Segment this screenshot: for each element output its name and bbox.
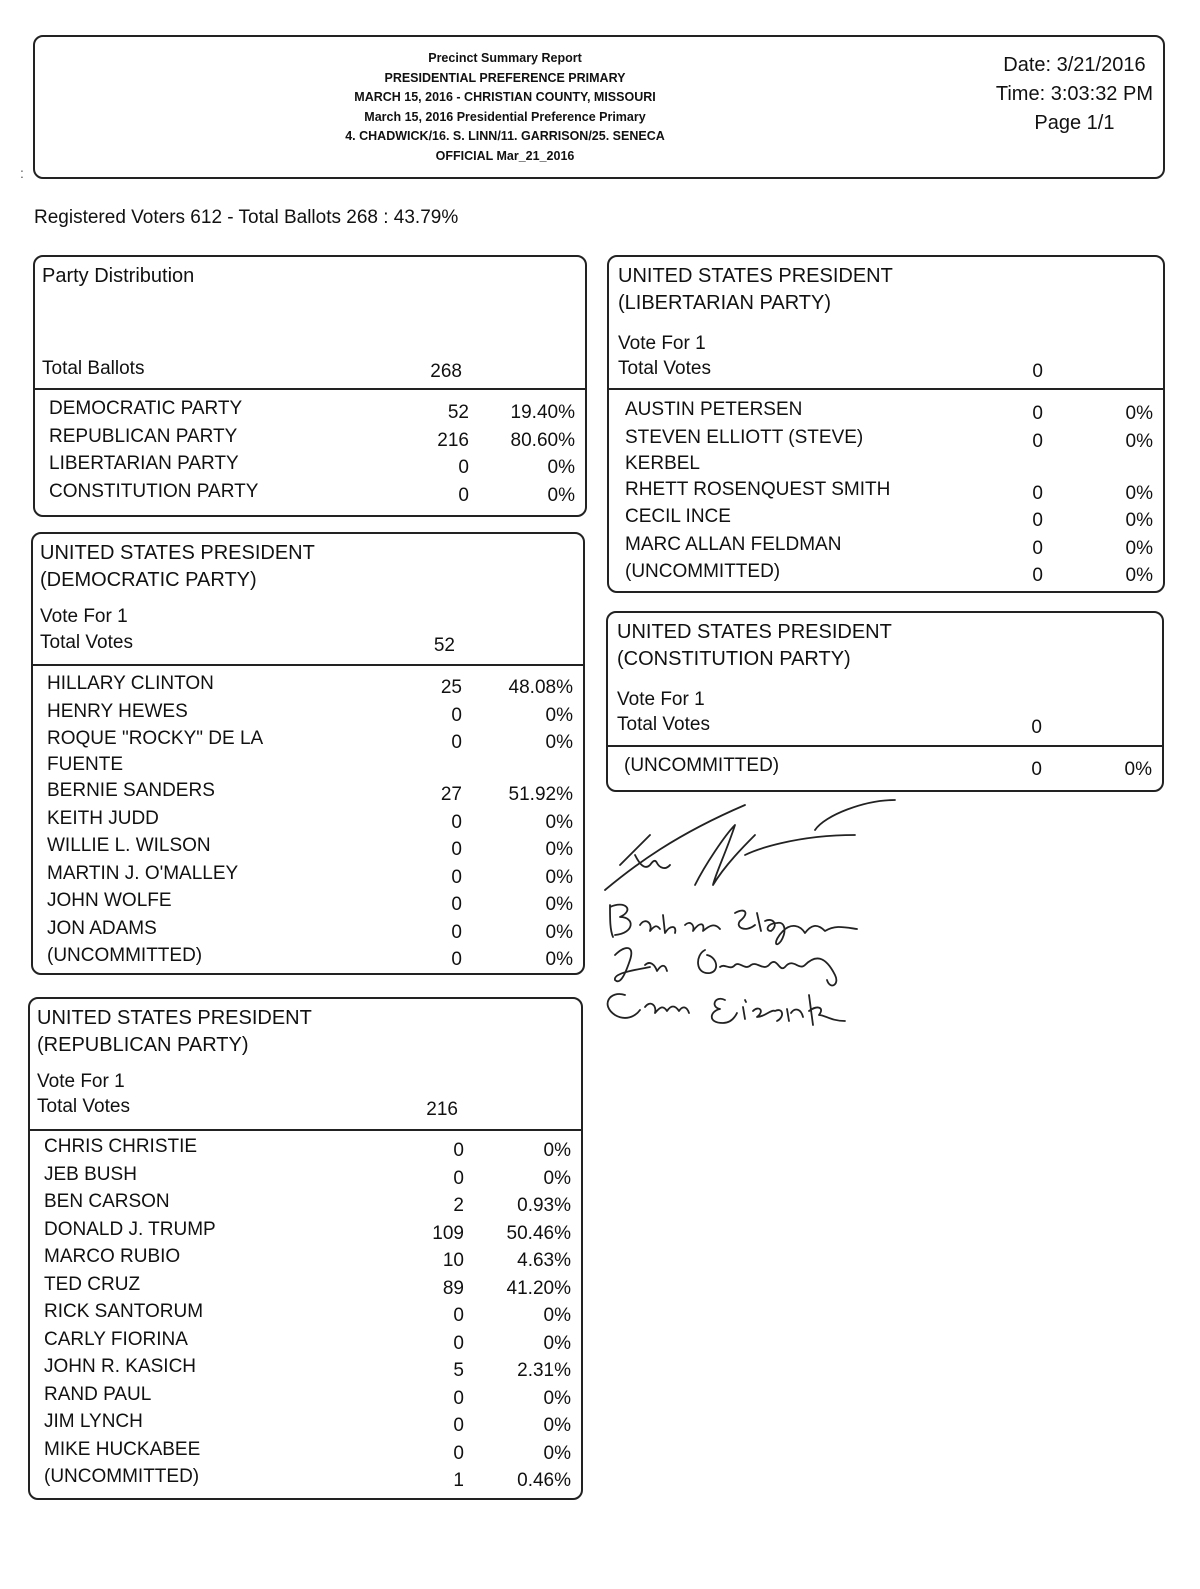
- republican-rows: [44, 1136, 571, 1494]
- vote-count: 0: [453, 1442, 464, 1464]
- candidate-name-line: (UNCOMMITTED): [625, 561, 781, 582]
- vote-count: 0: [458, 457, 469, 478]
- result-row: [44, 1191, 571, 1219]
- candidate-name-line: HENRY HEWES: [47, 700, 188, 722]
- report-title-line: Precinct Summary Report: [428, 51, 582, 65]
- total-label: Total Ballots: [42, 358, 145, 379]
- candidate-name: [44, 1164, 137, 1186]
- vote-count: 216: [437, 429, 469, 451]
- vote-percent: 0%: [543, 1387, 571, 1409]
- candidate-name-line: RHETT ROSENQUEST SMITH: [625, 478, 891, 500]
- vote-percent: 0%: [545, 732, 573, 753]
- candidate-name-line: MARTIN J. O'MALLEY: [47, 862, 239, 884]
- libertarian-box: [607, 255, 1165, 593]
- vote-percent: 0%: [1124, 759, 1152, 780]
- candidate-name-line: (UNCOMMITTED): [624, 755, 780, 776]
- candidate-name-line: JIM LYNCH: [44, 1411, 143, 1432]
- total-label: Total Votes: [618, 358, 711, 379]
- vote-count: 0: [451, 949, 462, 970]
- vote-for: Vote For 1: [618, 333, 706, 354]
- vote-count: 0: [453, 1387, 464, 1409]
- vote-for: Vote For 1: [617, 689, 705, 710]
- constitution-rows: [624, 755, 1152, 783]
- candidate-name: [625, 506, 731, 528]
- candidate-name: [44, 1246, 180, 1268]
- result-row: [49, 398, 575, 426]
- signature-stroke: [605, 805, 745, 890]
- vote-percent: 0.46%: [517, 1470, 571, 1491]
- result-row: [49, 453, 575, 481]
- candidate-name-line: AUSTIN PETERSEN: [625, 399, 803, 420]
- candidate-name-line: HILLARY CLINTON: [47, 673, 214, 694]
- box-title-line: (REPUBLICAN PARTY): [37, 1034, 249, 1056]
- result-row: [44, 1466, 571, 1494]
- result-row: [47, 918, 573, 946]
- candidate-name: [625, 479, 890, 501]
- democratic-box: [31, 532, 585, 975]
- vote-percent: 0%: [545, 839, 573, 860]
- report-title-line: OFFICIAL Mar_21_2016: [435, 148, 575, 163]
- total-value: 216: [426, 1099, 458, 1120]
- report-title-line: PRESIDENTIAL PREFERENCE PRIMARY: [384, 70, 626, 85]
- candidate-name: [44, 1356, 196, 1378]
- box-title: [40, 540, 315, 594]
- candidate-name-line: STEVEN ELLIOTT (STEVE): [625, 426, 864, 448]
- signature-stroke: [698, 950, 836, 985]
- vote-percent: 48.08%: [508, 677, 573, 698]
- vote-percent: 0%: [1125, 430, 1153, 452]
- vote-count: 27: [440, 784, 462, 805]
- vote-count: 0: [1032, 537, 1043, 559]
- result-row: [44, 1439, 571, 1467]
- signature-stroke: [712, 995, 845, 1025]
- total-value: 268: [430, 361, 462, 382]
- scan-mark: :: [20, 165, 24, 181]
- vote-count: 0: [451, 894, 462, 915]
- candidate-name-line: BEN CARSON: [44, 1191, 170, 1212]
- candidate-name: [47, 808, 159, 830]
- candidate-name-line: CONSTITUTION PARTY: [49, 480, 259, 502]
- vote-count: 0: [1032, 430, 1043, 452]
- candidate-name: [625, 561, 780, 583]
- box-title: [618, 263, 893, 317]
- candidate-name: [49, 398, 242, 420]
- vote-count: 0: [451, 811, 462, 833]
- box-title-line: (DEMOCRATIC PARTY): [40, 569, 257, 591]
- candidate-name: [47, 673, 214, 695]
- report-date: Date: 3/21/2016: [1003, 54, 1146, 76]
- divider: [609, 388, 1163, 390]
- box-title: Party Distribution: [42, 265, 195, 287]
- candidate-name: [625, 534, 841, 556]
- candidate-name-line: RAND PAUL: [44, 1383, 152, 1405]
- vote-percent: 0%: [1125, 510, 1153, 531]
- result-row: [625, 479, 1153, 507]
- result-row: [47, 673, 573, 701]
- vote-percent: 0%: [547, 484, 575, 506]
- vote-count: 0: [1032, 565, 1043, 586]
- candidate-name: [47, 890, 172, 912]
- candidate-name-line: KERBEL: [625, 452, 700, 474]
- result-row: [44, 1329, 571, 1357]
- candidate-name: [47, 835, 211, 857]
- vote-percent: 19.40%: [510, 402, 575, 423]
- total-label: Total Votes: [37, 1096, 130, 1117]
- vote-percent: 4.63%: [517, 1250, 571, 1271]
- result-row: [47, 835, 573, 863]
- signatures-image: [595, 795, 905, 1045]
- box-title-line: (CONSTITUTION PARTY): [617, 648, 851, 670]
- candidate-name-line: BERNIE SANDERS: [47, 780, 215, 801]
- box-title-line: (LIBERTARIAN PARTY): [618, 292, 832, 314]
- registered-voters-line: Registered Voters 612 - Total Ballots 268 : 43.79%: [34, 207, 459, 228]
- result-row: [625, 399, 1153, 427]
- result-row: [49, 426, 575, 454]
- candidate-name: [44, 1384, 151, 1406]
- vote-percent: 2.31%: [517, 1360, 571, 1381]
- candidate-name-line: LIBERTARIAN PARTY: [49, 453, 239, 474]
- divider: [35, 388, 585, 390]
- candidate-name-line: DONALD J. TRUMP: [44, 1218, 216, 1240]
- total-value: 0: [1032, 361, 1043, 382]
- candidate-name-line: FUENTE: [47, 754, 123, 775]
- vote-count: 0: [451, 732, 462, 753]
- box-title-line: UNITED STATES PRESIDENT: [40, 542, 315, 564]
- result-row: [44, 1274, 571, 1302]
- candidate-name: [44, 1301, 203, 1323]
- total-value: 52: [433, 635, 455, 656]
- result-row: [44, 1136, 571, 1164]
- result-row: [44, 1356, 571, 1384]
- republican-box: [28, 997, 583, 1500]
- result-row: [625, 506, 1153, 534]
- result-row: [44, 1164, 571, 1192]
- candidate-name-line: TED CRUZ: [44, 1273, 141, 1295]
- divider: [30, 1129, 581, 1131]
- candidate-name: [47, 728, 263, 776]
- vote-percent: 0%: [543, 1140, 571, 1161]
- candidate-name: [47, 945, 202, 967]
- result-row: [47, 808, 573, 836]
- candidate-name-line: DEMOCRATIC PARTY: [49, 398, 243, 419]
- vote-count: 5: [453, 1360, 464, 1381]
- candidate-name-line: JOHN R. KASICH: [44, 1356, 197, 1377]
- result-row: [625, 534, 1153, 562]
- candidate-name-line: CARLY FIORINA: [44, 1328, 188, 1350]
- divider: [33, 664, 583, 666]
- result-row: [47, 780, 573, 808]
- signature-stroke: [620, 835, 670, 868]
- vote-count: 25: [440, 677, 462, 698]
- vote-percent: 50.46%: [506, 1222, 571, 1244]
- vote-for: Vote For 1: [37, 1071, 125, 1092]
- candidate-name: [47, 780, 215, 802]
- report-page-number: Page 1/1: [1034, 112, 1115, 134]
- vote-count: 0: [453, 1140, 464, 1161]
- candidate-name: [49, 453, 239, 475]
- party-rows: [49, 398, 575, 508]
- vote-percent: 0%: [543, 1167, 571, 1189]
- candidate-name: [44, 1274, 140, 1296]
- candidate-name-line: KEITH JUDD: [47, 807, 159, 829]
- vote-percent: 0%: [543, 1332, 571, 1354]
- candidate-name: [44, 1136, 197, 1158]
- total-label: Total Votes: [40, 632, 133, 653]
- result-row: [47, 945, 573, 973]
- vote-percent: 0%: [547, 457, 575, 478]
- candidate-name: [47, 918, 157, 940]
- vote-percent: 41.20%: [506, 1277, 571, 1299]
- vote-percent: 0%: [543, 1442, 571, 1464]
- report-time: Time: 3:03:32 PM: [995, 83, 1153, 105]
- signature-stroke: [640, 915, 720, 933]
- candidate-name-line: (UNCOMMITTED): [44, 1466, 200, 1487]
- box-title: [37, 1005, 312, 1059]
- result-row: [44, 1219, 571, 1247]
- candidate-name-line: (UNCOMMITTED): [47, 945, 203, 966]
- vote-percent: 0%: [545, 894, 573, 915]
- signature-stroke: [608, 994, 689, 1018]
- candidate-name-line: REPUBLICAN PARTY: [49, 425, 238, 447]
- result-row: [49, 481, 575, 509]
- vote-percent: 0%: [545, 811, 573, 833]
- candidate-name: [44, 1191, 170, 1213]
- vote-count: 0: [453, 1415, 464, 1436]
- candidate-name-line: JEB BUSH: [44, 1163, 137, 1185]
- vote-count: 0: [451, 921, 462, 943]
- candidate-name-line: ROQUE "ROCKY" DE LA: [47, 728, 264, 749]
- signature-stroke: [610, 905, 631, 937]
- vote-percent: 0%: [543, 1415, 571, 1436]
- candidate-name: [44, 1219, 216, 1241]
- vote-percent: 0%: [1125, 565, 1153, 586]
- vote-percent: 0%: [1125, 403, 1153, 424]
- vote-count: 0: [1032, 510, 1043, 531]
- candidate-name: [625, 399, 802, 421]
- candidate-name: [47, 701, 188, 723]
- vote-count: 109: [432, 1222, 464, 1244]
- vote-count: 52: [447, 402, 469, 423]
- result-row: [47, 863, 573, 891]
- candidate-name: [625, 427, 863, 475]
- candidate-name: [44, 1466, 199, 1488]
- result-row: [44, 1301, 571, 1329]
- candidate-name-line: RICK SANTORUM: [44, 1301, 204, 1322]
- vote-percent: 0%: [545, 704, 573, 726]
- candidate-name-line: WILLIE L. WILSON: [47, 835, 211, 856]
- vote-percent: 0%: [545, 949, 573, 970]
- result-row: [47, 701, 573, 729]
- candidate-name: [44, 1411, 143, 1433]
- vote-percent: 0%: [545, 921, 573, 943]
- candidate-name: [49, 426, 237, 448]
- vote-count: 1: [453, 1470, 464, 1491]
- vote-count: 0: [458, 484, 469, 506]
- vote-count: 0: [1032, 482, 1043, 504]
- vote-percent: 0%: [1125, 537, 1153, 559]
- box-title-line: UNITED STATES PRESIDENT: [617, 621, 892, 643]
- box-title-line: UNITED STATES PRESIDENT: [37, 1007, 312, 1029]
- democratic-rows: [47, 673, 573, 973]
- signature-stroke: [745, 800, 895, 855]
- candidate-name-line: JOHN WOLFE: [47, 890, 172, 911]
- vote-count: 0: [453, 1167, 464, 1189]
- vote-percent: 0%: [1125, 482, 1153, 504]
- candidate-name-line: MIKE HUCKABEE: [44, 1438, 201, 1460]
- candidate-name: [49, 481, 258, 503]
- vote-count: 0: [451, 704, 462, 726]
- report-title-line: March 15, 2016 Presidential Preference Primary: [364, 109, 646, 124]
- vote-count: 10: [442, 1250, 464, 1271]
- candidate-name: [47, 863, 238, 885]
- signature-stroke: [735, 911, 857, 945]
- result-row: [44, 1411, 571, 1439]
- libertarian-rows: [625, 399, 1153, 589]
- vote-count: 0: [453, 1305, 464, 1326]
- signature-stroke: [615, 948, 667, 981]
- result-row: [44, 1246, 571, 1274]
- result-row: [624, 755, 1152, 783]
- vote-count: 0: [453, 1332, 464, 1354]
- result-row: [47, 890, 573, 918]
- vote-percent: 0.93%: [517, 1195, 571, 1216]
- candidate-name-line: MARC ALLAN FELDMAN: [625, 533, 842, 555]
- vote-count: 0: [451, 839, 462, 860]
- result-row: [625, 561, 1153, 589]
- candidate-name-line: MARCO RUBIO: [44, 1246, 181, 1267]
- vote-count: 0: [451, 866, 462, 888]
- result-row: [47, 728, 573, 780]
- box-title-line: UNITED STATES PRESIDENT: [618, 265, 893, 287]
- vote-percent: 51.92%: [508, 784, 573, 805]
- candidate-name: [624, 755, 779, 777]
- result-row: [625, 427, 1153, 479]
- vote-count: 89: [442, 1277, 464, 1299]
- party-distribution-box: [33, 255, 587, 517]
- result-row: [44, 1384, 571, 1412]
- vote-count: 0: [1031, 759, 1042, 780]
- candidate-name: [44, 1329, 188, 1351]
- candidate-name-line: CHRIS CHRISTIE: [44, 1136, 198, 1157]
- total-value: 0: [1031, 717, 1042, 738]
- report-title-line: 4. CHADWICK/16. S. LINN/11. GARRISON/25. SENECA: [345, 129, 665, 143]
- candidate-name: [44, 1439, 200, 1461]
- total-label: Total Votes: [617, 714, 710, 735]
- vote-for: Vote For 1: [40, 606, 128, 627]
- divider: [608, 745, 1162, 747]
- report-title-block: [35, 49, 975, 166]
- vote-percent: 0%: [545, 866, 573, 888]
- box-title: [617, 619, 892, 673]
- vote-percent: 80.60%: [510, 429, 575, 451]
- candidate-name-line: JON ADAMS: [47, 917, 157, 939]
- candidate-name-line: CECIL INCE: [625, 506, 731, 527]
- report-title-line: MARCH 15, 2016 - CHRISTIAN COUNTY, MISSOURI: [354, 90, 656, 104]
- vote-count: 0: [1032, 403, 1043, 424]
- constitution-box: [606, 611, 1164, 792]
- report-meta: [996, 51, 1153, 138]
- vote-percent: 0%: [543, 1305, 571, 1326]
- report-header: [33, 35, 1165, 179]
- vote-count: 2: [453, 1195, 464, 1216]
